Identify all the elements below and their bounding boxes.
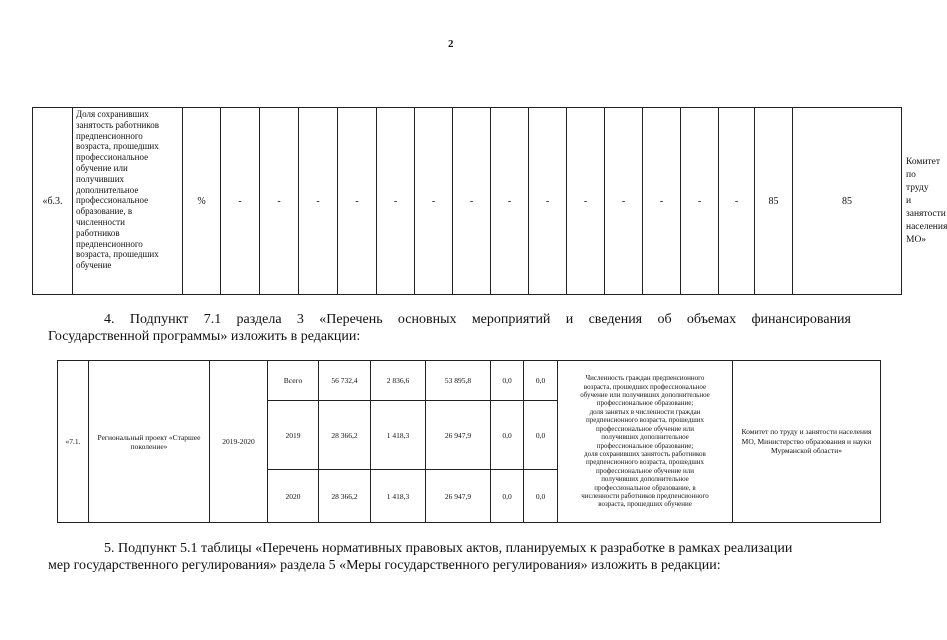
value-cell: - [605,108,643,295]
paragraph-5-line-2: мер государственного регулирования» раздела 5 «Меры государственного регулирования» изложить в редакции: [48,558,721,573]
text-line: возраста, прошедших профессиональное [583,382,707,391]
amount-cell: 0,0 [491,401,524,470]
row-number-cell: «б.3. [33,108,73,295]
paragraph-4-line-1: 4. Подпункт 7.1 раздела 3 «Перечень основных мероприятий и сведения об объемах финансирования [104,312,851,327]
value-cell: - [567,108,605,295]
text-line: доля сохранивших занятость работников [584,449,706,458]
text-line: профессиональное образование, в [594,483,696,492]
amount-cell: 1 418,3 [371,470,426,523]
row-number-cell: «7.1. [58,361,89,523]
text-line: занятость работников [76,119,160,130]
text-line: профессиональное обучение или [595,466,695,475]
text-line: возраста, прошедших [76,249,159,260]
paragraph-5 [48,540,851,574]
value-cell: - [338,108,377,295]
text-line: профессиональное образование; [596,441,694,450]
text-line: предпенсионного [76,130,143,141]
text-line: возраста, прошедших [76,141,159,152]
text-line: предпенсионного возраста, прошедших [585,416,705,425]
amount-cell: 0,0 [524,361,558,401]
value-cell: - [260,108,299,295]
text-line: обучение или получивших дополнительное [580,391,710,400]
text-line: профессиональное [76,152,149,163]
paragraph-4 [48,311,851,345]
value-cell: - [643,108,681,295]
text-line: предпенсионного возраста, прошедших [585,458,705,467]
value-cell: - [299,108,338,295]
text-line: Численность граждан предпенсионного [585,374,705,383]
amount-cell: 0,0 [491,361,524,401]
amount-cell: 2 836,6 [371,361,426,401]
text-line: профессиональное [76,195,149,206]
text-line: профессиональное образование; [596,399,694,408]
table-row: «б.3. Доля сохранивших занятость работников предпенсионного возраста, прошедших профессиональное обучение или получивших дополнительное профессиональное образование, в численности работников предпенсионного возраста, прошедших обучение % - - - - - - - - - - - - - - 85 85 Комитет по труду и занятости населения МО» [33,108,902,295]
amount-cell: 26 947,9 [426,401,491,470]
text-line: профессиональное обучение или [595,424,695,433]
value-cell: - [719,108,755,295]
value-cell: 85 [755,108,793,295]
total-cell: 56 732,4 [319,361,371,401]
value-cell: - [453,108,491,295]
page-number: 2 [448,38,454,50]
unit-cell: % [183,108,221,295]
text-line: получивших дополнительное [601,433,689,442]
year-cell: Всего [268,361,319,401]
text-line: доля занятых в численности граждан [589,407,701,416]
text-line: численности работников предпенсионного [581,491,709,500]
amount-cell: 0,0 [524,401,558,470]
responsible-cell: Комитет по труду и занятости населения МО, Министерство образования и науки Мурманской области» [733,361,881,523]
year-cell: 2019 [268,401,319,470]
value-cell: - [681,108,719,295]
amount-cell: 1 418,3 [371,401,426,470]
text-line: численности [76,216,125,227]
amount-cell: 0,0 [524,470,558,523]
project-name-cell: Региональный проект «Старшее поколение» [89,361,210,523]
indicator-description-cell [73,108,183,295]
total-cell: 28 366,2 [319,470,371,523]
text-line: Доля сохранивших [76,109,149,119]
value-cell: 85 [793,108,902,295]
funding-table [57,360,881,523]
year-cell: 2020 [268,470,319,523]
value-cell: - [415,108,453,295]
value-cell: - [529,108,567,295]
text-line: возраста, прошедших обучение [598,500,692,509]
value-cell: - [221,108,260,295]
text-line: образование, в [76,206,133,217]
text-line: обучение [76,260,112,271]
indicator-table [32,107,947,295]
text-line: дополнительное [76,184,139,195]
value-cell: - [491,108,529,295]
amount-cell: 26 947,9 [426,470,491,523]
paragraph-5-line-1: 5. Подпункт 5.1 таблицы «Перечень нормативных правовых актов, планируемых к разработке в рамках реализации [104,541,793,556]
table-row [58,361,881,401]
text-line: обучение или [76,162,128,173]
indicators-cell [558,361,733,523]
total-cell: 28 366,2 [319,401,371,470]
text-line: работников [76,227,120,238]
text-line: предпенсионного [76,238,143,249]
amount-cell: 0,0 [491,470,524,523]
amount-cell: 53 895,8 [426,361,491,401]
period-cell: 2019-2020 [210,361,268,523]
paragraph-4-line-2: Государственной программы» изложить в редакции: [48,329,361,344]
text-line: получивших [76,173,125,184]
value-cell: - [377,108,415,295]
text-line: получивших дополнительное [601,475,689,484]
